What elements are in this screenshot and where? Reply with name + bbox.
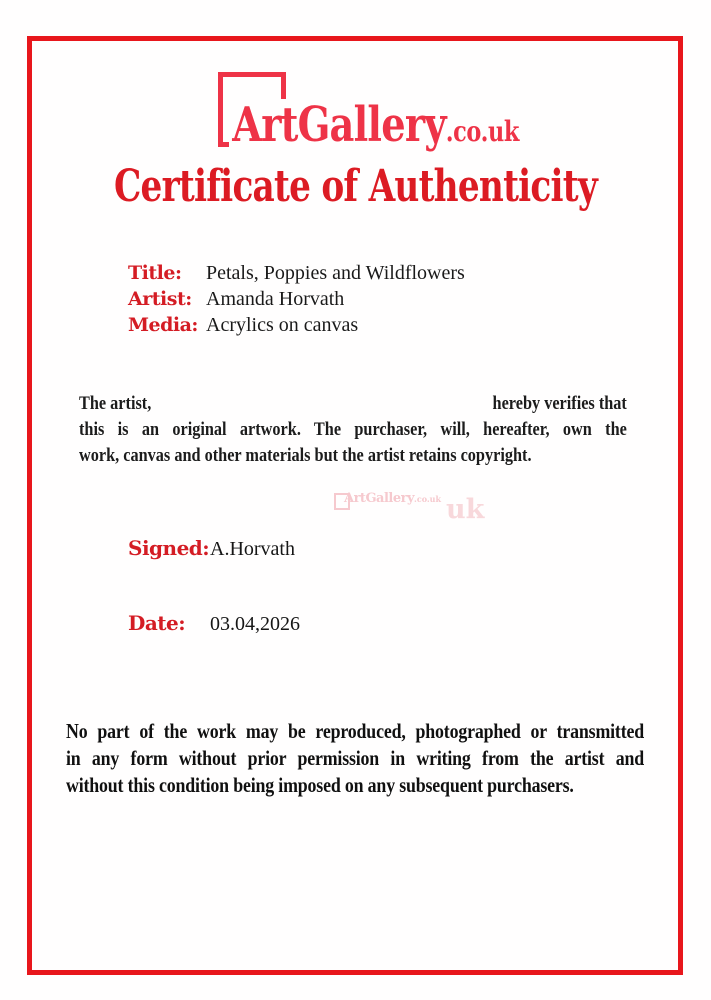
artwork-fields xyxy=(128,260,465,338)
copyright-line-2: in any form without prior permission in writing from the artist and xyxy=(66,746,644,770)
field-row-title xyxy=(128,260,465,286)
verification-line1-right: hereby verifies that xyxy=(492,393,627,414)
copyright-paragraph xyxy=(66,718,644,799)
title-value: Petals, Poppies and Wildflowers xyxy=(206,262,465,284)
date-row xyxy=(128,611,300,636)
watermark-logo xyxy=(334,492,441,510)
verification-line-1 xyxy=(79,391,627,417)
title-label: Title: xyxy=(128,262,182,284)
certificate-title: Certificate of Authenticity xyxy=(113,161,598,212)
media-value: Acrylics on canvas xyxy=(206,314,359,336)
verification-line-3: work, canvas and other materials but the artist retains copyright. xyxy=(79,445,532,466)
media-label: Media: xyxy=(128,314,198,336)
verification-paragraph xyxy=(79,391,627,469)
artist-value: Amanda Horvath xyxy=(206,288,345,310)
watermark-logo-main: ArtGallery xyxy=(344,491,415,506)
logo-text-suffix: .co.uk xyxy=(445,115,519,148)
signed-row xyxy=(128,536,295,561)
copyright-line-1: No part of the work may be reproduced, photographed or transmitted xyxy=(66,719,644,743)
verification-line1-left: The artist, xyxy=(79,393,152,414)
artgallery-logo xyxy=(229,99,522,151)
artist-label: Artist: xyxy=(128,288,192,310)
signed-label: Signed: xyxy=(128,536,210,560)
signed-value: A.Horvath xyxy=(210,538,295,560)
logo-text-main: ArtGallery xyxy=(232,97,446,153)
field-row-artist xyxy=(128,286,465,312)
date-value: 03.04,2026 xyxy=(210,613,300,635)
field-row-media xyxy=(128,312,465,338)
watermark-logo-suffix: .co.uk xyxy=(414,494,442,504)
copyright-line-3: without this condition being imposed on any subsequent purchasers. xyxy=(66,773,574,797)
date-label: Date: xyxy=(128,611,186,635)
watermark-uk: uk xyxy=(446,494,485,525)
verification-line-2: this is an original artwork. The purchaser, will, hereafter, own the xyxy=(79,419,627,440)
